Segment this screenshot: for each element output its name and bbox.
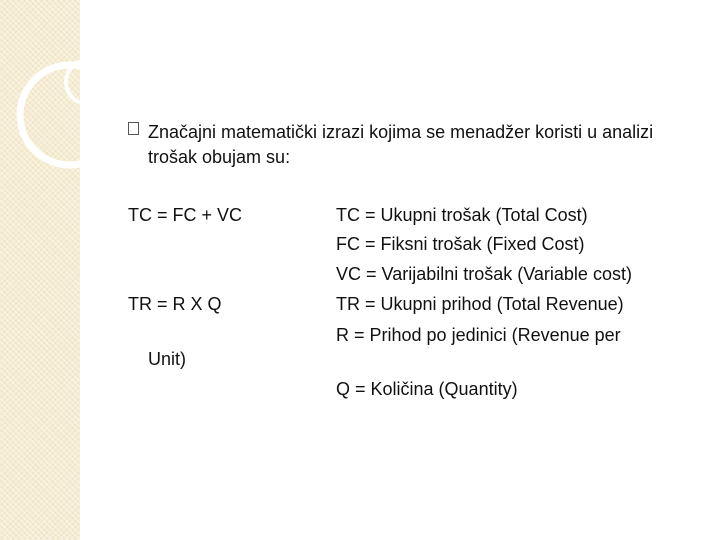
- definition-quantity: Q = Količina (Quantity): [336, 379, 518, 399]
- definition-revenue-per-unit: R = Prihod po jedinici (Revenue per: [336, 325, 621, 345]
- formula-unit-continuation: Unit): [148, 349, 187, 369]
- definition-total-cost: TC = Ukupni trošak (Total Cost): [336, 205, 588, 225]
- decorative-circles: [0, 0, 120, 200]
- definition-total-revenue: TR = Ukupni prihod (Total Revenue): [336, 294, 624, 314]
- definition-fixed-cost: FC = Fiksni trošak (Fixed Cost): [336, 234, 585, 254]
- intro-text: Značajni matematički izrazi kojima se menadžer koristi u analizi trošak obujam su:: [148, 122, 654, 167]
- definition-variable-cost: VC = Varijabilni trošak (Variable cost): [336, 264, 632, 284]
- square-bullet-icon: [128, 122, 139, 135]
- formula-total-cost: TC = FC + VC: [128, 205, 243, 225]
- formula-total-revenue: TR = R X Q: [128, 294, 222, 314]
- decorative-circle-large: [20, 65, 120, 165]
